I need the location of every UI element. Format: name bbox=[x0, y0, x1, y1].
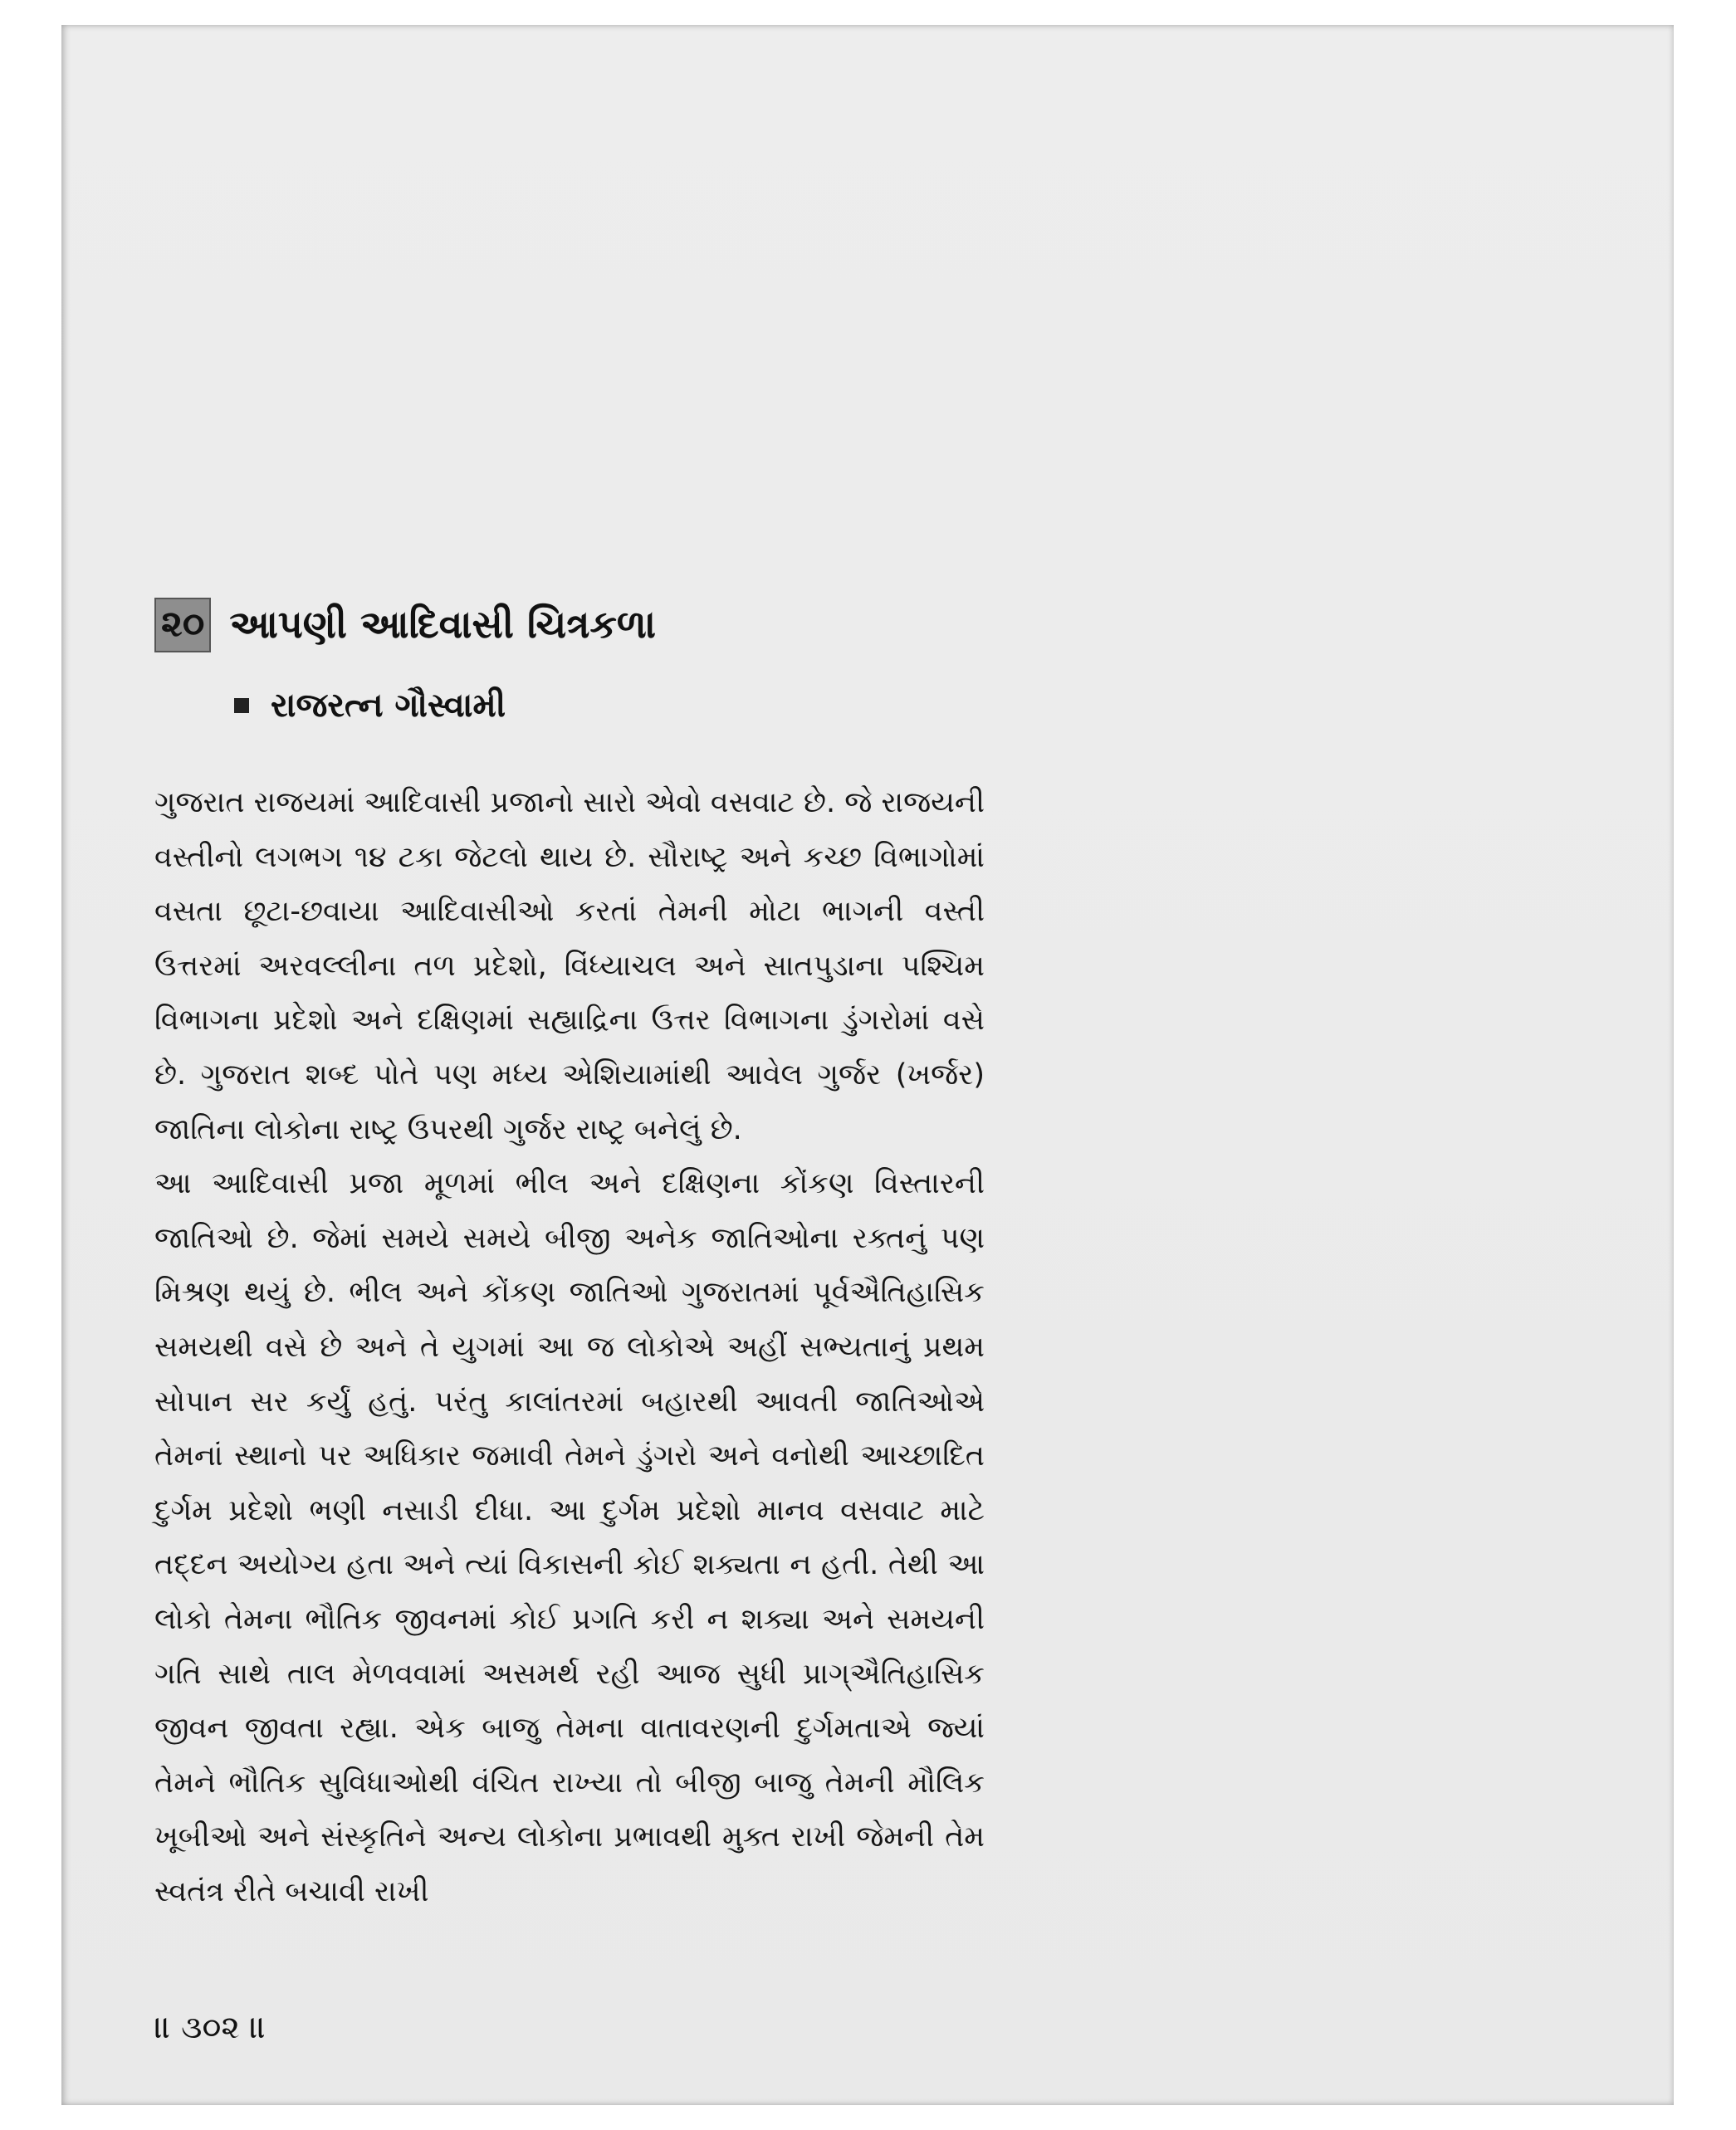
chapter-number-badge: ૨૦ bbox=[154, 598, 211, 652]
book-page bbox=[61, 25, 1674, 2105]
page-number: ॥ ૩૦૨ ॥ bbox=[154, 2009, 267, 2045]
chapter-heading bbox=[154, 596, 656, 654]
square-bullet-icon bbox=[234, 698, 249, 713]
body-text bbox=[154, 776, 985, 1919]
chapter-title: આપણી આદિવાસી ચિત્રકળા bbox=[229, 602, 657, 647]
paragraph-1: ગુજરાત રાજયમાં આદિવાસી પ્રજાનો સારો એવો વસવાટ છે. જે રાજયની વસ્તીનો લગભગ ૧૪ ટકા જેટલો થાય છે. સૌરાષ્ટ્ર અને કચ્છ વિભાગોમાં વસતા છૂટા-છવાયા આદિવાસીઓ કરતાં તેમની મોટા ભાગની વસ્તી ઉત્તરમાં અરવલ્લીના તળ પ્રદેશો, વિંધ્યાચલ અને સાતપુડાના પશ્ચિમ વિભાગના પ્રદેશો અને દક્ષિણમાં સહ્યાદ્રિના ઉત્તર વિભાગના ડુંગરોમાં વસે છે. ગુજરાત શબ્દ પોતે પણ મધ્ય એશિયામાંથી આવેલ ગુર્જર (ખર્જર) જાતિના લોકોના રાષ્ટ્ર ઉપરથી ગુર્જર રાષ્ટ્ર બનેલું છે. bbox=[154, 786, 985, 1146]
author-name: રાજરત્ન ગૌસ્વામી bbox=[271, 686, 506, 725]
author-line bbox=[234, 681, 506, 730]
paragraph-2: આ આદિવાસી પ્રજા મૂળમાં ભીલ અને દક્ષિણના કોંકણ વિસ્તારની જાતિઓ છે. જેમાં સમયે સમયે બીજી અનેક જાતિઓના રક્તનું પણ મિશ્રણ થયું છે. ભીલ અને કોંકણ જાતિઓ ગુજરાતમાં પૂર્વઐતિહાસિક સમયથી વસે છે અને તે યુગમાં આ જ લોકોએ અહીં સભ્યતાનું પ્રથમ સોપાન સર કર્યું હતું. પરંતુ કાલાંતરમાં બહારથી આવતી જાતિઓએ તેમનાં સ્થાનો પર અધિકાર જમાવી તેમને ડુંગરો અને વનોથી આચ્છાદિત દુર્ગમ પ્રદેશો ભણી નસાડી દીધા. આ દુર્ગમ પ્રદેશો માનવ વસવાટ માટે તદ્દન અયોગ્ય હતા અને ત્યાં વિકાસની કોઈ શક્યતા ન હતી. તેથી આ લોકો તેમના ભૌતિક જીવનમાં કોઈ પ્રગતિ કરી ન શક્યા અને સમયની ગતિ સાથે તાલ મેળવવામાં અસમર્થ રહી આજ સુધી પ્રાગ્ઐતિહાસિક જીવન જીવતા રહ્યા. એક બાજુ તેમના વાતાવરણની દુર્ગમતાએ જ્યાં તેમને ભૌતિક સુવિધાઓથી વંચિત રાખ્યા તો બીજી બાજુ તેમની મૌલિક ખૂબીઓ અને સંસ્કૃતિને અન્ય લોકોના પ્રભાવથી મુક્ત રાખી જેમની તેમ સ્વતંત્ર રીતે બચાવી રાખી bbox=[154, 1167, 985, 1908]
